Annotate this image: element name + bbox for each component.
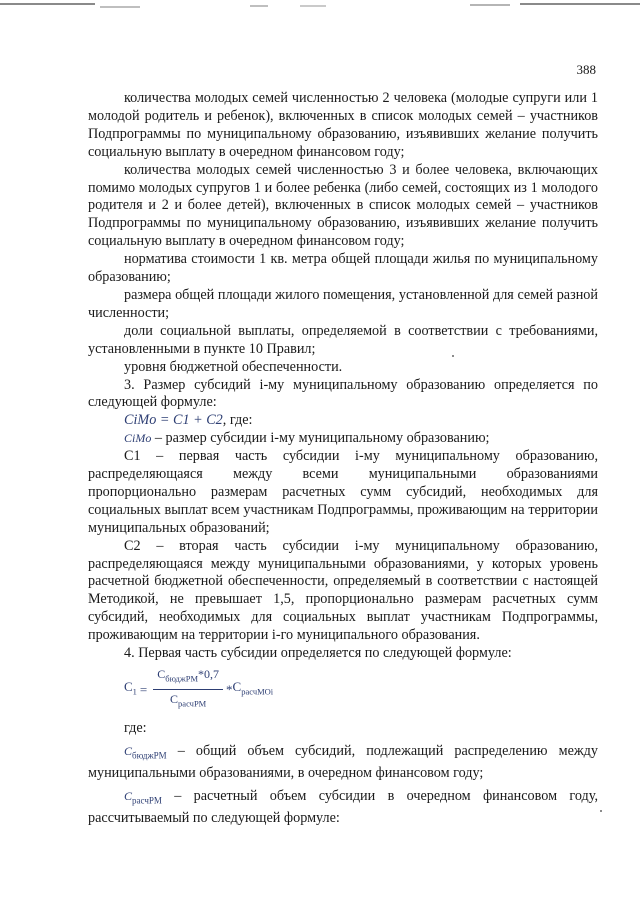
fraction-denominator: $С_{расчРМ}$ [170,692,207,709]
paragraph: 4. Первая часть субсидии определяется по следующей формуле: [124,645,512,662]
scan-speck [452,355,454,357]
formula-suffix: , где: [222,412,253,429]
symbol-cimo: CiMo [124,431,152,446]
paragraph: размера общей площади жилого помещения, установленной для семей разной численности; [88,286,598,321]
symbol-c-calc: $С_{расчРМ}$ [124,788,162,806]
paragraph: количества молодых семей численностью 3 и более человека, включающих помимо молодых супругов 1 и более ребенка (либо семей, состоящих из 1 молодого родителя и 2 и более детей), включенных в список молодых семей – участников Подпрограммы по муниципальному образованию, изъявивших желание получить социальную выплату в очередном финансовом году; [88,161,598,250]
formula-c1 [124,666,598,714]
definition-text: – расчетный объем субсидии в очередном финансовом году, рассчитываемый по следующей формуле: [88,787,598,826]
paragraph: С2 – вторая часть субсидии i-му муниципальному образованию, распределяющаяся между муниципальными образованиями, у которых уровень расчетной бюджетной обеспеченности, определяемый в соответствии с настоящей Методикой, не превышает 1,5, пропорционально размерам расчетных сумм субсидий, необходимых для социальных выплат участникам Подпрограммы, проживающим на территории i-го муниципального образования. [88,537,598,644]
scan-speck [600,810,602,812]
paragraph: уровня бюджетной обеспеченности. [124,358,343,375]
formula-multiply: * [226,681,233,697]
paragraph: где: [124,719,147,736]
formula-subsidy-total [124,412,598,430]
paragraph: норматива стоимости 1 кв. метра общей площади жилья по муниципальному образованию; [88,251,598,286]
formula-lhs: $С_1$ [124,679,137,697]
paragraph: 3. Размер субсидий i-му муниципальному образованию определяется по следующей формуле: [88,376,598,411]
formula-expression: CiMo = C1 + C2 [124,412,223,429]
paragraph [88,430,598,448]
paragraph [88,788,598,828]
definition-text: – размер субсидии i-му муниципальному образованию; [151,430,490,447]
formula-equals: = [139,681,148,697]
formula-rhs: $С_{расчМОi}$ [232,679,274,697]
paragraph: количества молодых семей численностью 2 человека (молодые супруги или 1 молодой родитель и ребенок), включенных в список молодых семей – участников Подпрограммы по муниципальному образованию, изъявивших желание получить социальную выплату в очередном финансовом году; [88,90,598,160]
formula-fraction [153,666,223,714]
paragraph [88,743,598,783]
paragraph: С1 – первая часть субсидии i-му муниципальному образованию, распределяющаяся между всеми муниципальными образованиями пропорционально размерам расчетных сумм субсидий, необходимых для социальных выплат всем участникам Подпрограммы, проживающим на территории муниципальных образований; [88,448,598,536]
page-number: 388 [576,62,596,77]
fraction-numerator: $С_{бюджРМ}*0,7$ [153,666,223,690]
symbol-c-budget: $С_{бюджРМ}$ [124,743,167,760]
definition-text: – общий объем субсидий, подлежащий распределению между муниципальными образованиями, в очередном финансовом году; [88,742,598,781]
document-body [88,90,598,828]
paragraph: доли социальной выплаты, определяемой в соответствии с требованиями, установленными в пункте 10 Правил; [88,322,598,357]
scan-edge-artifact [0,0,640,14]
